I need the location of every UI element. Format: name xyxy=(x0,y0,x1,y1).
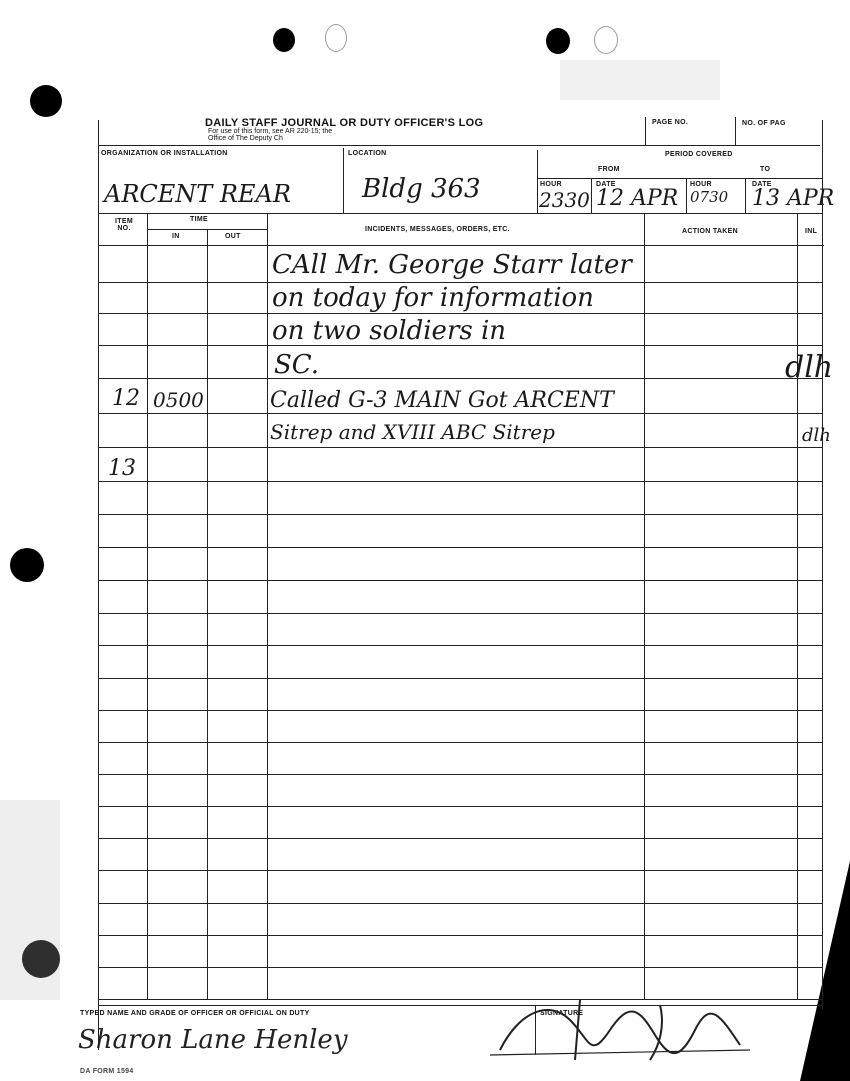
time-label: TIME xyxy=(190,216,208,223)
table-row xyxy=(98,710,822,711)
organization-label: ORGANIZATION OR INSTALLATION xyxy=(101,150,228,157)
form-top-border xyxy=(98,145,820,146)
scan-noise xyxy=(0,800,60,1000)
entry-line-4: SC. xyxy=(274,350,320,380)
initials-label: INL xyxy=(805,228,818,235)
entry-line-5: Called G-3 MAIN Got ARCENT xyxy=(270,388,614,413)
item-12: 12 xyxy=(112,386,140,411)
table-row xyxy=(98,870,822,871)
form-left-border xyxy=(98,120,99,1050)
location-value: Bldg 363 xyxy=(362,174,481,204)
col-divider xyxy=(797,214,798,1000)
form-title: DAILY STAFF JOURNAL OR DUTY OFFICER'S LOG xyxy=(205,117,484,129)
to-label: TO xyxy=(760,166,771,173)
time-in-label: IN xyxy=(172,233,180,240)
time-out-label: OUT xyxy=(225,233,241,240)
page-box-divider xyxy=(645,117,646,145)
page-box-divider xyxy=(735,117,736,145)
to-date-label: DATE xyxy=(752,181,772,188)
typed-name-value: Sharon Lane Henley xyxy=(78,1025,348,1055)
form-footer: DA FORM 1594 xyxy=(80,1068,134,1075)
period-label: PERIOD COVERED xyxy=(665,151,733,158)
action-label: ACTION TAKEN xyxy=(682,228,738,235)
col-divider xyxy=(147,214,148,1000)
time-in-12: 0500 xyxy=(153,388,204,412)
from-hour-label: HOUR xyxy=(540,181,562,188)
punch-hole xyxy=(273,28,295,52)
period-divider xyxy=(745,178,746,213)
table-row xyxy=(98,580,822,581)
entry-line-6: Sitrep and XVIII ABC Sitrep xyxy=(270,420,555,444)
header-divider xyxy=(98,213,822,214)
table-row xyxy=(98,547,822,548)
form-subtitle xyxy=(208,128,332,142)
table-row xyxy=(98,742,822,743)
no-of-pages-label: NO. OF PAG xyxy=(742,120,786,127)
table-row xyxy=(98,903,822,904)
to-date-value: 13 APR xyxy=(752,186,835,211)
punch-hole xyxy=(30,85,62,117)
incidents-label: INCIDENTS, MESSAGES, ORDERS, ETC. xyxy=(365,226,510,233)
col-divider xyxy=(267,214,268,1000)
entry-line-1: CAll Mr. George Starr later xyxy=(272,250,632,280)
typed-name-label: TYPED NAME AND GRADE OF OFFICER OR OFFICIAL ON DUTY xyxy=(80,1010,310,1017)
col-divider xyxy=(644,214,645,1000)
location-label: LOCATION xyxy=(348,150,387,157)
table-row xyxy=(98,313,822,314)
organization-value: ARCENT REAR xyxy=(104,180,291,208)
signature-label: SIGNATURE xyxy=(540,1010,584,1017)
table-row xyxy=(98,967,822,968)
to-hour-label: HOUR xyxy=(690,181,712,188)
item-no-label xyxy=(108,218,140,232)
table-row xyxy=(98,481,822,482)
table-row xyxy=(98,806,822,807)
item-13: 13 xyxy=(108,456,136,481)
entry-line-3: on two soldiers in xyxy=(272,316,507,346)
table-row xyxy=(98,378,822,379)
form-subtitle-line: For use of this form, see AR 220-15; the xyxy=(208,128,333,135)
table-row xyxy=(98,645,822,646)
to-hour-value: 0730 xyxy=(690,188,729,206)
table-row xyxy=(98,678,822,679)
scan-corner-shadow xyxy=(800,861,850,1081)
initials-entry-1: dlh xyxy=(785,350,834,385)
punch-hole-ring xyxy=(594,26,618,54)
form-subtitle-line: Office of The Deputy Ch xyxy=(208,135,283,142)
period-divider xyxy=(591,178,592,213)
scan-noise xyxy=(560,60,720,100)
punch-hole xyxy=(10,548,44,582)
period-divider xyxy=(686,178,687,213)
form-right-border xyxy=(822,120,823,1010)
table-row xyxy=(98,413,822,414)
table-row xyxy=(98,774,822,775)
punch-hole xyxy=(546,28,570,54)
entry-line-2: on today for information xyxy=(272,283,594,313)
from-date-value: 12 APR xyxy=(596,186,679,211)
from-date-label: DATE xyxy=(596,181,616,188)
table-row xyxy=(98,838,822,839)
handwritten-signature xyxy=(480,990,760,1070)
punch-hole-ring xyxy=(325,24,347,52)
from-hour-value: 2330 xyxy=(539,188,590,212)
period-subdivider xyxy=(537,178,822,179)
page-no-label: PAGE NO. xyxy=(652,119,689,126)
initials-entry-2: dlh xyxy=(802,425,831,446)
table-row xyxy=(98,613,822,614)
table-row xyxy=(98,935,822,936)
location-divider xyxy=(343,148,344,214)
item-label-line: NO. xyxy=(117,225,131,232)
from-label: FROM xyxy=(598,166,620,173)
table-row xyxy=(98,514,822,515)
table-row xyxy=(98,447,822,448)
period-divider xyxy=(537,150,538,213)
item-label-line: ITEM xyxy=(115,218,133,225)
